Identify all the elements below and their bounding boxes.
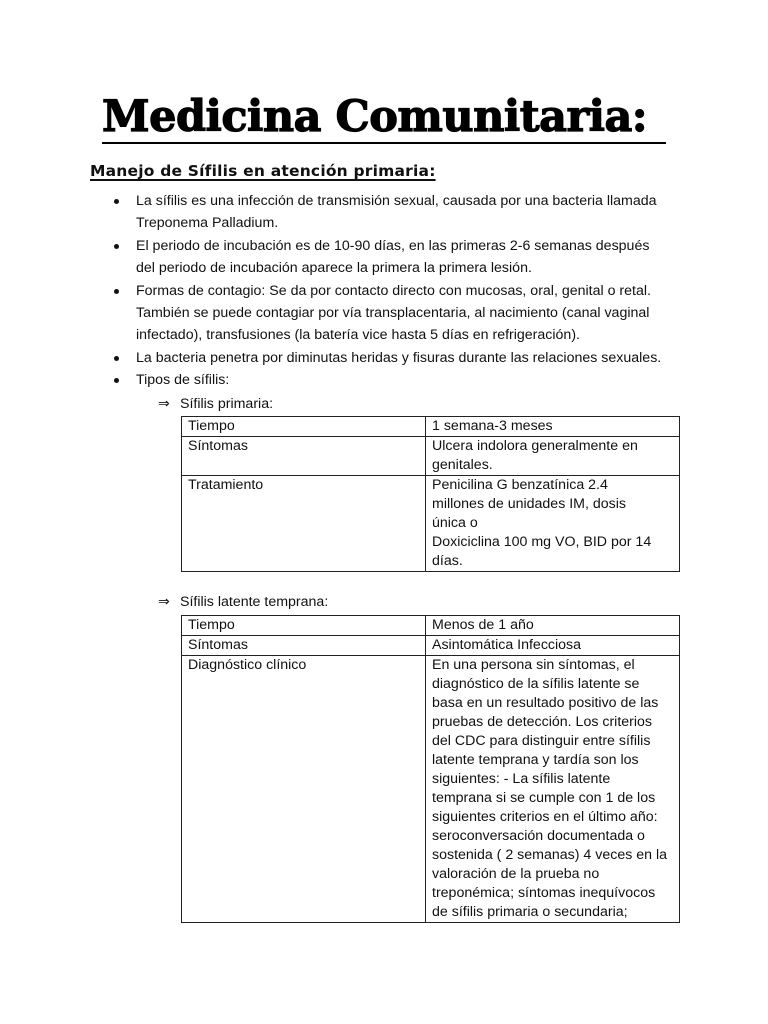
table-sifilis-primaria <box>181 416 680 572</box>
cell-text-line: basa en un resultado positivo de las <box>432 695 659 711</box>
table-cell-value <box>426 616 680 636</box>
title-underline <box>102 142 666 144</box>
bullet-text-line: La bacteria penetra por diminutas heridas y fisuras durante las relaciones sexuales. <box>136 349 662 366</box>
cell-text-line: siguientes criterios en el último año: <box>432 809 658 825</box>
subsection-heading-latente-temprana <box>158 592 328 612</box>
cell-text-line: del CDC para distinguir entre sífilis <box>432 733 651 749</box>
cell-text-line: genitales. <box>432 457 493 473</box>
cell-text-line: En una persona sin síntomas, el <box>432 657 635 673</box>
double-right-arrow-icon: ⇒ <box>158 396 170 412</box>
bullet-item <box>112 190 692 235</box>
table-sifilis-latente-temprana <box>181 615 680 923</box>
table-cell-label: Síntomas <box>182 636 426 656</box>
bullet-dot-icon <box>114 289 119 294</box>
table-cell-label: Tiempo <box>182 417 426 437</box>
cell-text-line: latente temprana y tardía son los <box>432 752 639 768</box>
bullet-dot-icon <box>114 356 119 361</box>
bullet-text-line: Treponema Palladium. <box>136 215 279 232</box>
subsection-heading-primaria <box>158 394 273 414</box>
cell-text-line: Menos de 1 año <box>432 617 534 633</box>
cell-text-line: Penicilina G benzatínica 2.4 <box>432 477 608 493</box>
table-cell-value <box>426 656 680 923</box>
subsection-heading-text: Sífilis primaria: <box>180 396 274 412</box>
bullet-item <box>112 235 692 280</box>
bullet-item <box>112 347 692 369</box>
double-right-arrow-icon: ⇒ <box>158 594 170 610</box>
cell-text-line: siguientes: - La sífilis latente <box>432 771 611 787</box>
cell-text-line: 1 semana-3 meses <box>432 418 553 434</box>
table-cell-value <box>426 417 680 437</box>
cell-text-line: temprana si se cumple con 1 de los <box>432 790 656 806</box>
table-row <box>182 437 680 476</box>
section-subtitle: Manejo de Sífilis en atención primaria: <box>90 162 436 180</box>
cell-text-line: pruebas de detección. Los criterios <box>432 714 653 730</box>
table-row <box>182 476 680 572</box>
bullet-dot-icon <box>114 378 119 383</box>
bullet-text-line: Tipos de sífilis: <box>136 372 230 389</box>
bullet-dot-icon <box>114 199 119 204</box>
cell-text-line: sostenida ( 2 semanas) 4 veces en la <box>432 847 668 863</box>
page-title: Medicina Comunitaria: <box>102 92 648 142</box>
bullet-item <box>112 369 692 391</box>
bullet-text-line: La sífilis es una infección de transmisión sexual, causada por una bacteria llamada <box>136 193 657 209</box>
table-row <box>182 656 680 923</box>
table-cell-label: Síntomas <box>182 437 426 476</box>
cell-text-line: treponémica; síntomas inequívocos <box>432 885 656 901</box>
table-cell-label: Tratamiento <box>182 476 426 572</box>
cell-text-line: días. <box>432 553 463 569</box>
bullet-text-line: También se puede contagiar por vía transplacentaria, al nacimiento (canal vaginal <box>136 305 650 322</box>
table-cell-label: Diagnóstico clínico <box>182 656 426 923</box>
table-row <box>182 616 680 636</box>
table-cell-value <box>426 437 680 476</box>
cell-text-line: Asintomática Infecciosa <box>432 637 582 653</box>
table-cell-value <box>426 476 680 572</box>
bullet-dot-icon <box>114 244 119 249</box>
table-cell-value <box>426 636 680 656</box>
bullet-text-line: del periodo de incubación aparece la primera la primera lesión. <box>136 260 532 277</box>
bullet-item <box>112 280 692 347</box>
bullet-text-line: Formas de contagio: Se da por contacto directo con mucosas, oral, genital o retal. <box>136 282 651 299</box>
bullet-list <box>112 190 692 392</box>
table-cell-label: Tiempo <box>182 616 426 636</box>
cell-text-line: Ulcera indolora generalmente en <box>432 438 638 454</box>
bullet-text-line: El periodo de incubación es de 10-90 días, en las primeras 2-6 semanas después <box>136 237 650 254</box>
table-row <box>182 636 680 656</box>
bullet-text-line: infectado), transfusiones (la batería vice hasta 5 días en refrigeración). <box>136 327 580 344</box>
table-row <box>182 417 680 437</box>
cell-text-line: única o <box>432 515 478 531</box>
cell-text-line: Doxiciclina 100 mg VO, BID por 14 <box>432 534 652 550</box>
cell-text-line: seroconversación documentada o <box>432 828 645 844</box>
cell-text-line: valoración de la prueba no <box>432 866 600 882</box>
cell-text-line: de sífilis primaria o secundaria; <box>432 904 628 920</box>
subsection-heading-text: Sífilis latente temprana: <box>180 594 329 610</box>
cell-text-line: millones de unidades IM, dosis <box>432 496 626 512</box>
cell-text-line: diagnóstico de la sífilis latente se <box>432 676 640 692</box>
